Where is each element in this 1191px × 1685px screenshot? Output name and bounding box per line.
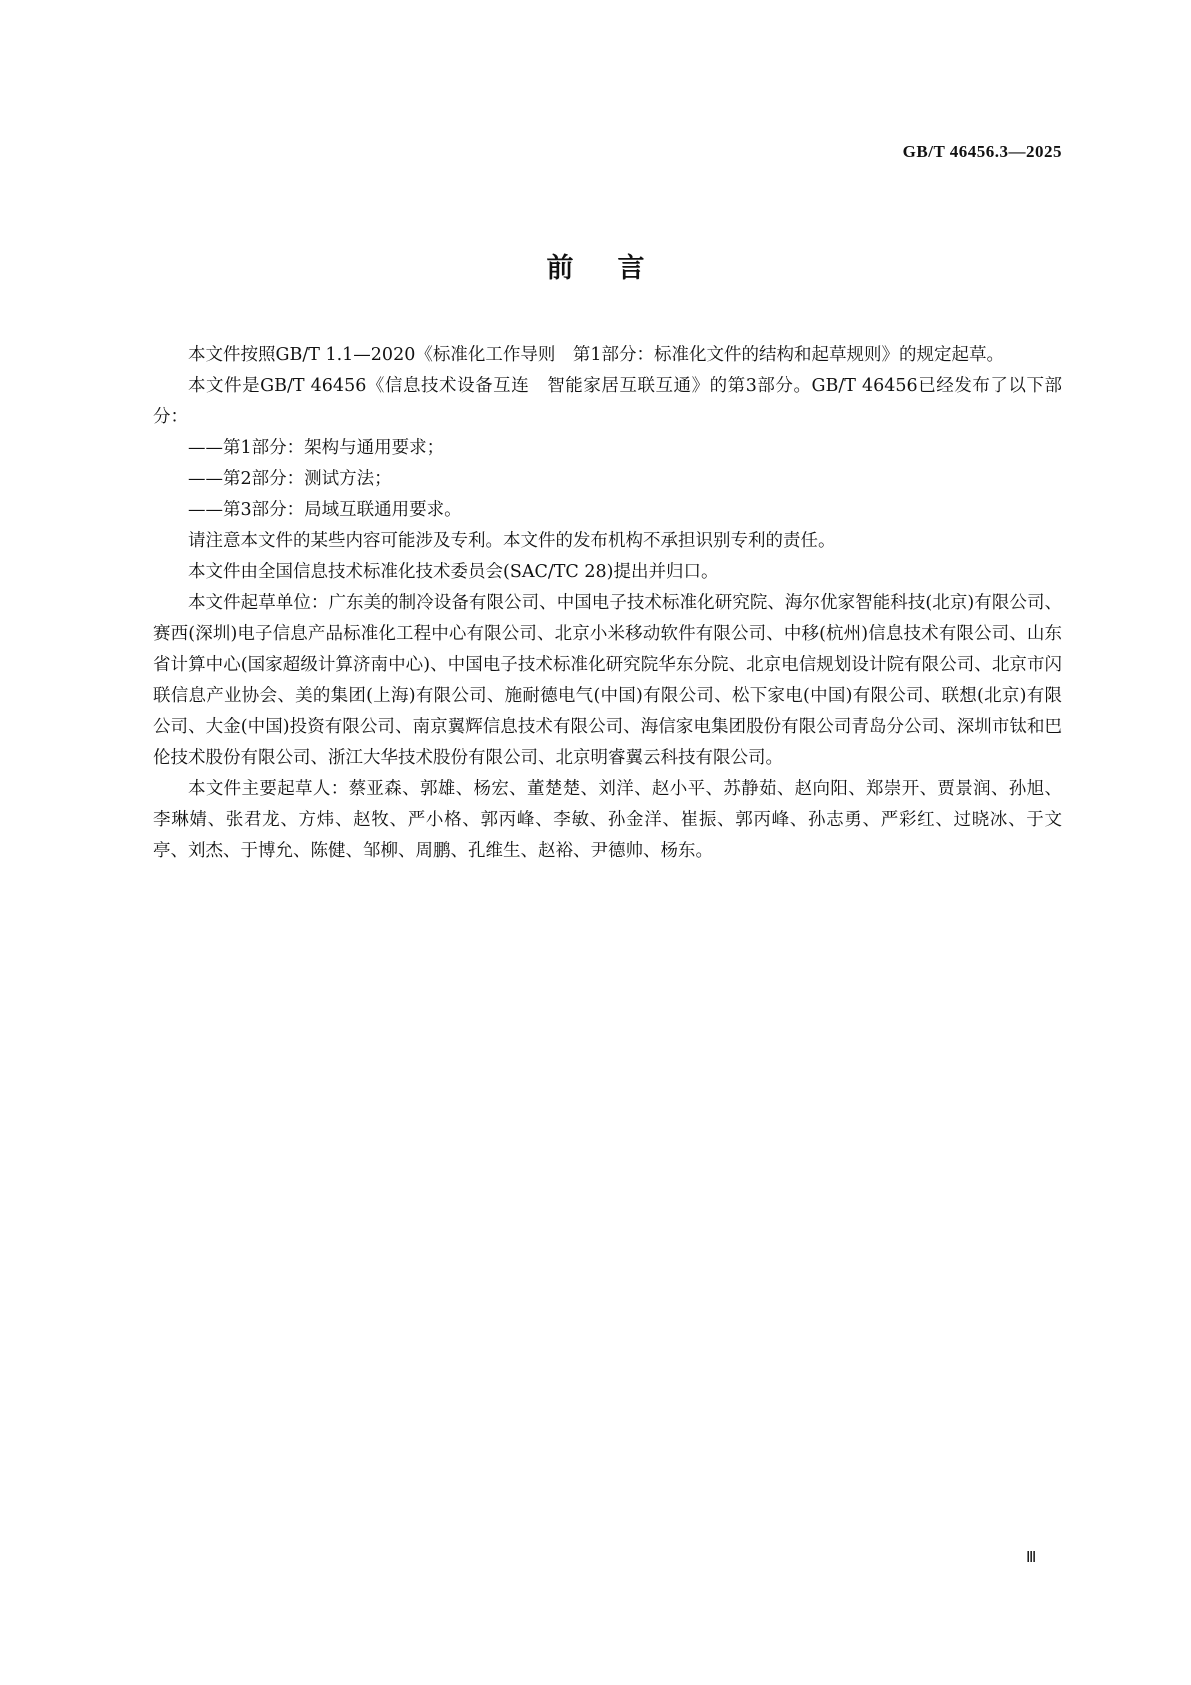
page-title: 前言	[546, 253, 689, 284]
page-number: Ⅲ	[1026, 1550, 1037, 1566]
paragraph-series-parts: 本文件是GB/T 46456《信息技术设备互连 智能家居互联互通》的第3部分。GB/T 46456已经发布了以下部分：	[153, 376, 1062, 427]
paragraph-committee: 本文件由全国信息技术标准化技术委员会(SAC/TC 28)提出并归口。	[188, 562, 719, 582]
paragraph-drafting-rules: 本文件按照GB/T 1.1—2020《标准化工作导则 第1部分：标准化文件的结构和起草规则》的规定起草。	[188, 345, 1004, 365]
list-item-part-3: ——第3部分：局域互联通用要求。	[188, 500, 462, 520]
paragraph-patent-notice: 请注意本文件的某些内容可能涉及专利。本文件的发布机构不承担识别专利的责任。	[188, 531, 836, 551]
list-item-part-2: ——第2部分：测试方法；	[188, 469, 392, 489]
paragraph-drafting-organizations: 本文件起草单位：广东美的制冷设备有限公司、中国电子技术标准化研究院、海尔优家智能科技(北京)有限公司、赛西(深圳)电子信息产品标准化工程中心有限公司、北京小米移动软件有限公司、中移(杭州)信息技术有限公司、山东省计算中心(国家超级计算济南中心)、中国电子技术标准化研究院华东分院、北京电信规划设计院有限公司、北京市闪联信息产业协会、美的集团(上海)有限公司、施耐德电气(中国)有限公司、松下家电(中国)有限公司、联想(北京)有限公司、大金(中国)投资有限公司、南京翼辉信息技术有限公司、海信家电集团股份有限公司青岛分公司、深圳市钛和巴伦技术股份有限公司、浙江大华技术股份有限公司、北京明睿翼云科技有限公司。	[153, 593, 1062, 768]
paragraph-drafters: 本文件主要起草人：蔡亚森、郭雄、杨宏、董楚楚、刘洋、赵小平、苏静茹、赵向阳、郑崇开、贾景润、孙旭、李琳婧、张君龙、方炜、赵牧、严小格、郭丙峰、李敏、孙金洋、崔振、郭丙峰、孙志勇、严彩红、过晓冰、于文亭、刘杰、于博允、陈健、邹柳、周鹏、孔维生、赵裕、尹德帅、杨东。	[153, 779, 1062, 861]
foreword-body	[153, 340, 1062, 867]
standard-number-header: GB/T 46456.3—2025	[902, 142, 1062, 161]
list-item-part-1: ——第1部分：架构与通用要求；	[188, 438, 445, 458]
